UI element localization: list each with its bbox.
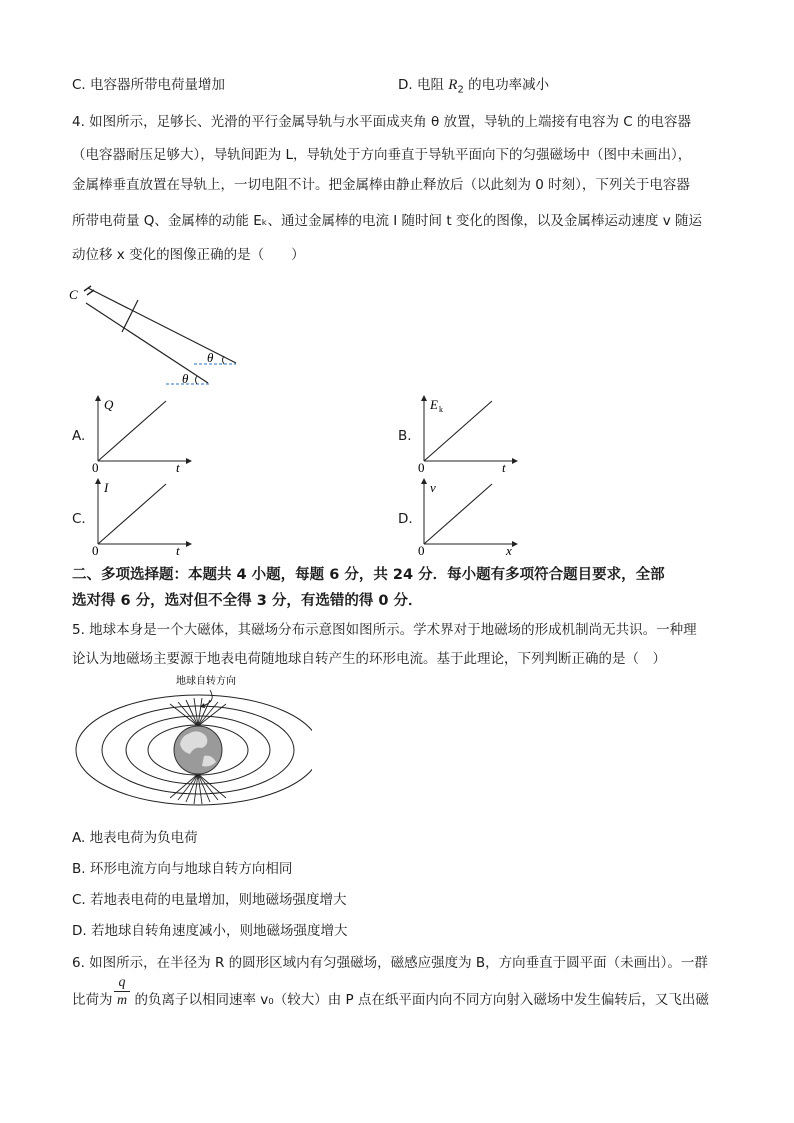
capacitor-plate-2 <box>87 290 94 295</box>
charge-mass-ratio-fraction: q m <box>114 975 130 1008</box>
q4-graph-c <box>86 476 196 556</box>
svg-text:x: x <box>506 543 512 556</box>
q3-option-d: D. 电阻 $R_2$ 的电功率减小 <box>398 77 550 96</box>
svg-text:0: 0 <box>418 460 425 473</box>
q4-option-a-letter: A. <box>72 428 86 444</box>
q4-graph-d <box>412 476 522 556</box>
svg-text:0: 0 <box>92 460 99 473</box>
svg-text:E: E <box>430 397 438 412</box>
q4-option-c-letter: C. <box>72 511 86 527</box>
q5-option-a: A. 地表电荷为负电荷 <box>72 830 198 846</box>
q4-stem-line4: 所带电荷量 Q、金属棒的动能 Eₖ、通过金属棒的电流 I 随时间 t 变化的图像，以及金属棒运动速度 v 随运 <box>72 213 702 229</box>
capacitor-label: C <box>69 287 78 302</box>
q5-stem-line1: 5. 地球本身是一个大磁体，其磁场分布示意图如图所示。学术界对于地磁场的形成机制尚无共识。一种理 <box>72 622 697 638</box>
q4-stem-line1: 4. 如图所示，足够长、光滑的平行金属导轨与水平面成夹角 θ 放置，导轨的上端接有电容为 C 的电容器 <box>72 114 692 130</box>
svg-text:I: I <box>104 480 109 495</box>
q4-graph-b <box>412 393 522 473</box>
q4-stem-line5: 动位移 x 变化的图像正确的是（ ） <box>72 247 305 263</box>
q4-stem-line3: 金属棒垂直放置在导轨上，一切电阻不计。把金属棒由静止释放后（以此刻为 0 时刻），下列关于电容器 <box>72 177 690 193</box>
svg-text:0: 0 <box>418 543 425 556</box>
incline-rail-figure <box>66 278 246 390</box>
svg-text:t: t <box>176 543 180 556</box>
q4-stem-line2: （电容器耐压足够大），导轨间距为 L，导轨处于方向垂直于导轨平面向下的匀强磁场中（图中未画出）， <box>72 147 692 163</box>
lower-rail <box>86 303 208 383</box>
q5-stem-line2: 论认为地磁场主要源于地表电荷随地球自转产生的环形电流。基于此理论，下列判断正确的是（ ） <box>72 651 666 667</box>
angle-label-lower: θ <box>182 371 189 386</box>
q5-option-d: D. 若地球自转角速度减小，则地磁场强度增大 <box>72 923 348 939</box>
q5-option-c: C. 若地表电荷的电量增加，则地磁场强度增大 <box>72 892 347 908</box>
q5-option-b: B. 环形电流方向与地球自转方向相同 <box>72 861 293 877</box>
q4-option-d-letter: D. <box>398 511 413 527</box>
q4-option-b-letter: B. <box>398 428 412 444</box>
rotation-direction-label: 地球自转方向 <box>176 676 236 687</box>
section2-heading-line2: 选对得 6 分，选对但不全得 3 分，有选错的得 0 分． <box>72 593 423 609</box>
angle-label-upper: θ <box>207 350 214 365</box>
earth-magnetic-field-figure <box>52 668 312 816</box>
section2-heading-line1: 二、多项选择题：本题共 4 小题，每题 6 分，共 24 分．每小题有多项符合题目要求，全部 <box>72 567 665 583</box>
metal-rod <box>122 300 138 332</box>
q6-stem-line1: 6. 如图所示，在半径为 R 的圆形区域内有匀强磁场，磁感应强度为 B，方向垂直于圆平面（未画出）。一群 <box>72 955 708 971</box>
svg-text:Q: Q <box>104 397 114 412</box>
svg-text:t: t <box>176 460 180 473</box>
svg-text:v: v <box>430 480 436 495</box>
q3-option-c: C. 电容器所带电荷量增加 <box>72 77 226 93</box>
svg-text:t: t <box>502 460 506 473</box>
q4-graph-a <box>86 393 196 473</box>
q6-stem-line2: 比荷为 的负离子以相同速率 v₀（较大）由 P 点在纸平面内向不同方向射入磁场中发生偏转后，又飞出磁 <box>72 992 709 1008</box>
svg-text:0: 0 <box>92 543 99 556</box>
svg-text:k: k <box>439 405 443 414</box>
upper-rail <box>88 288 236 363</box>
